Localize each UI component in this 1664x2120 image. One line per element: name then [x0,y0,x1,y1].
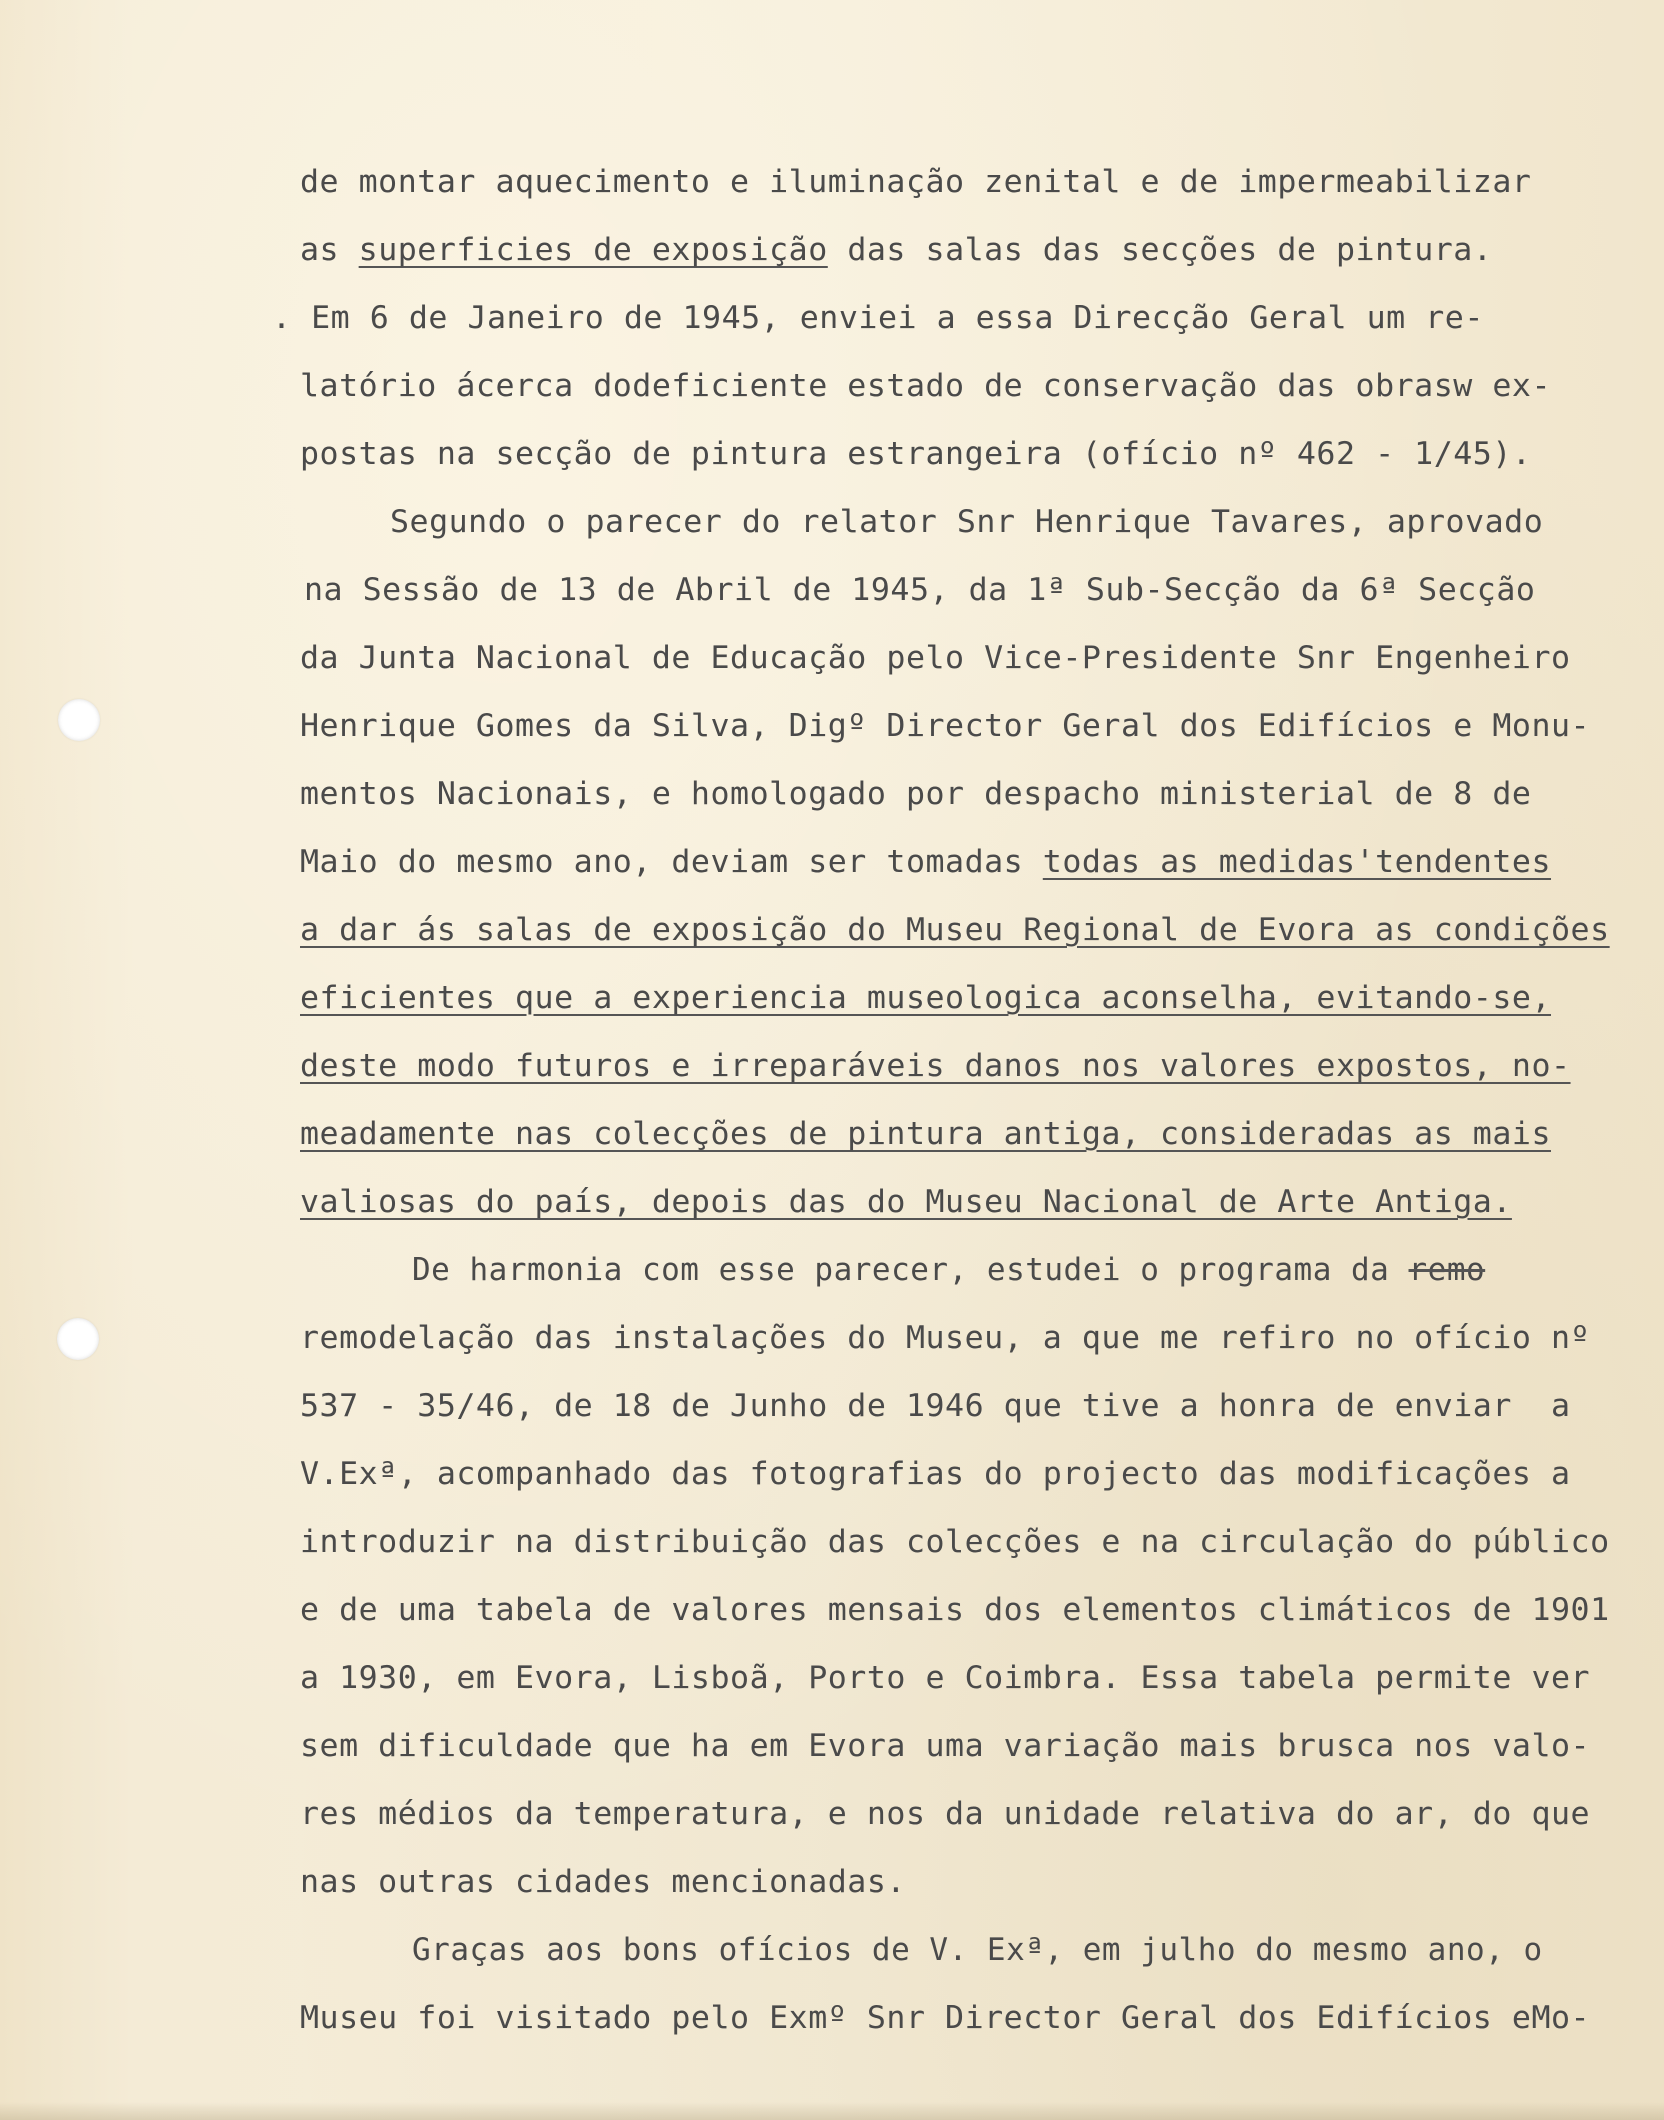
text-line: na Sessão de 13 de Abril de 1945, da 1ª Sub-Secção da 6ª Secção [304,572,1536,608]
text-line [300,230,1492,270]
text-line: latório ácerca dodeficiente estado de conservação das obrasw ex- [300,368,1551,404]
underlined-phrase: todas as medidas'tendentes [1042,844,1552,880]
text-line: Graças aos bons ofícios de V. Exª, em julho do mesmo ano, o [412,1932,1543,1968]
text-line [300,842,1551,882]
text-line: res médios da temperatura, e nos da unidade relativa do ar, do que [300,1796,1591,1832]
text-line: e de uma tabela de valores mensais dos elementos climáticos de 1901 [300,1592,1610,1628]
underlined-line: meadamente nas colecções de pintura antiga, consideradas as mais [300,1116,1551,1152]
text-line: a 1930, em Evora, Lisboã, Porto e Coimbra. Essa tabela permite ver [300,1660,1591,1696]
text-line: da Junta Nacional de Educação pelo Vice-Presidente Snr Engenheiro [300,640,1571,676]
underlined-phrase: superficies de exposição [358,232,828,268]
text-line: Henrique Gomes da Silva, Digº Director Geral dos Edifícios e Monu- [300,708,1591,744]
text-line [412,1250,1485,1290]
paper-edge-shadow [0,2102,1664,2120]
punch-hole [58,699,100,741]
text-line: V.Exª, acompanhado das fotografias do projecto das modificações a [300,1456,1571,1492]
underlined-line: deste modo futuros e irreparáveis danos nos valores expostos, no- [300,1048,1571,1084]
text-line: remodelação das instalações do Museu, a que me refiro no ofício nº [300,1320,1591,1356]
text-line: de montar aquecimento e iluminação zenital e de impermeabilizar [300,164,1532,200]
underlined-line: eficientes que a experiencia museologica aconselha, evitando-se, [300,980,1551,1016]
text-line: 537 - 35/46, de 18 de Junho de 1946 que tive a honra de enviar a [300,1388,1571,1424]
text-line: mentos Nacionais, e homologado por despacho ministerial de 8 de [300,776,1532,812]
struck-word: remo [1408,1252,1486,1288]
underlined-line: a dar ás salas de exposição do Museu Regional de Evora as condições [300,912,1610,948]
text-line: nas outras cidades mencionadas. [300,1864,906,1900]
text-fragment: das salas das secções de pintura. [827,232,1493,268]
text-line: . Em 6 de Janeiro de 1945, enviei a essa Direcção Geral um re- [272,300,1484,336]
text-line: introduzir na distribuição das colecções e na circulação do público [300,1524,1610,1560]
text-fragment: as [300,232,359,268]
text-fragment: Maio do mesmo ano, deviam ser tomadas [300,844,1043,880]
text-fragment: De harmonia com esse parecer, estudei o programa da [412,1252,1409,1288]
underlined-line: valiosas do país, depois das do Museu Nacional de Arte Antiga. [300,1184,1512,1220]
text-line: postas na secção de pintura estrangeira (ofício nº 462 - 1/45). [300,436,1532,472]
text-line: Museu foi visitado pelo Exmº Snr Director Geral dos Edifícios eMo- [300,2000,1591,2036]
punch-hole [57,1318,99,1360]
text-line: Segundo o parecer do relator Snr Henrique Tavares, aprovado [390,504,1544,540]
text-line: sem dificuldade que ha em Evora uma variação mais brusca nos valo- [300,1728,1591,1764]
